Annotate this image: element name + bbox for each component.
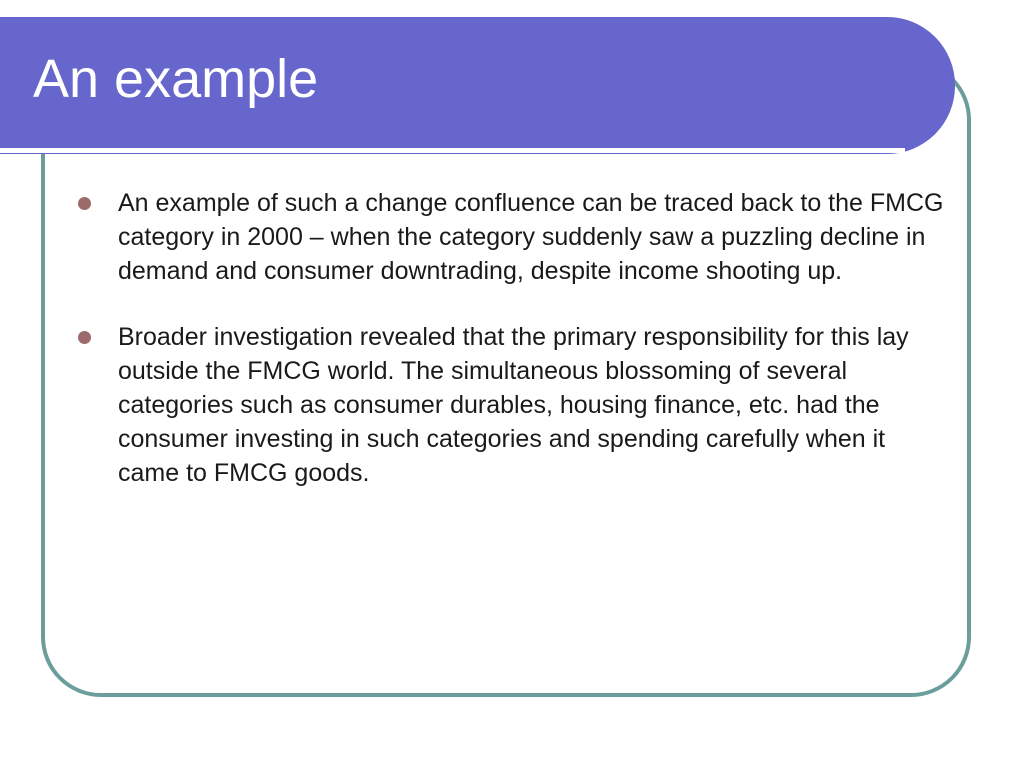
bullet-text: An example of such a change confluence can be traced back to the FMCG category in 2000 – when the category suddenly saw a puzzling decline in demand and consumer downtrading, despite income shooting up.	[118, 189, 944, 285]
bullet-dot-icon	[78, 331, 91, 344]
bullet-dot-icon	[78, 197, 91, 210]
bullet-text: Broader investigation revealed that the primary responsibility for this lay outside the FMCG world. The simultaneous blossoming of several categories such as consumer durables, housing finance, etc. had the consumer investing in such categories and spending carefully when it came to FMCG goods.	[118, 323, 909, 487]
title-underline	[0, 148, 905, 153]
bullet-item	[118, 186, 953, 288]
slide-title: An example	[33, 49, 319, 109]
bullet-item	[118, 320, 953, 490]
bullet-list	[118, 186, 953, 522]
